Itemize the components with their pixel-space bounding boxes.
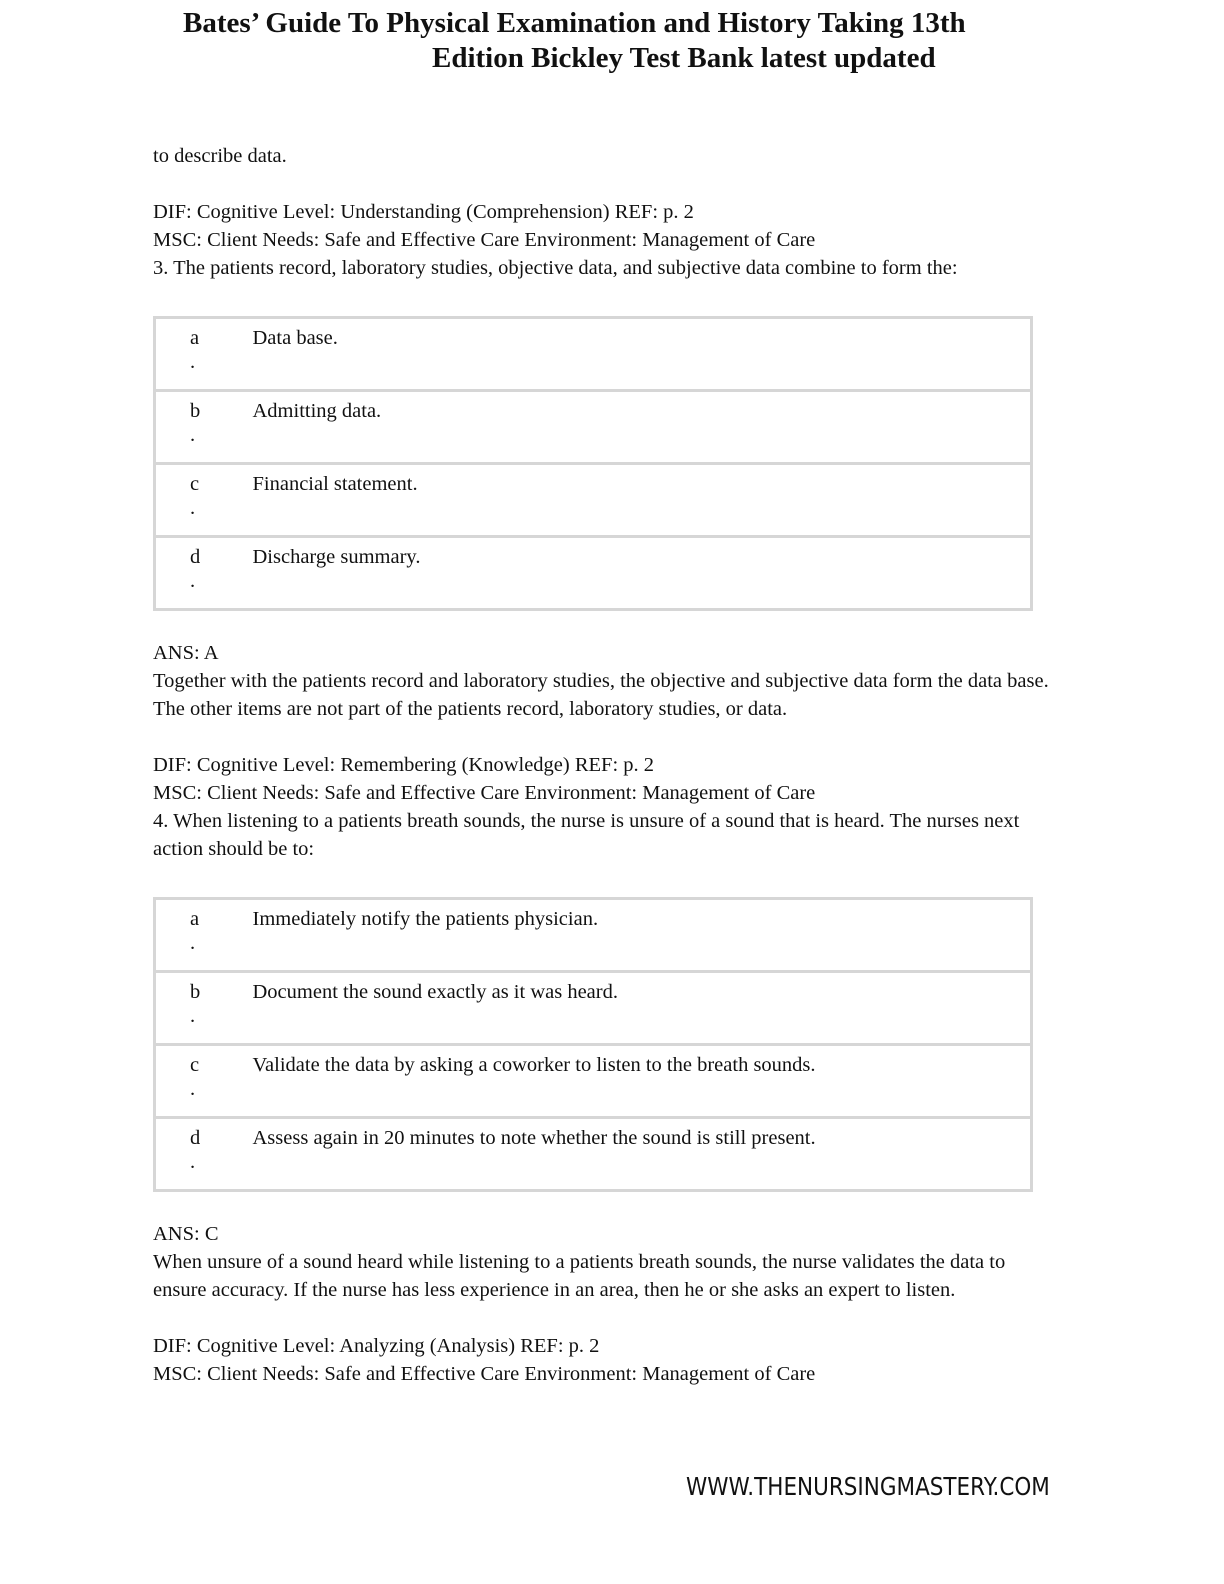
q2-msc: MSC: Client Needs: Safe and Effective Care Environment: Management of Care <box>153 229 816 251</box>
option-dot: . <box>190 932 196 954</box>
option-dot: . <box>190 1151 196 1173</box>
option-letter: b <box>190 400 201 422</box>
option-text: Document the sound exactly as it was heard. <box>253 972 1032 1045</box>
option-letter: c <box>190 473 200 495</box>
q3-rationale: Together with the patients record and laboratory studies, the objective and subjective data form the data base. The other items are not part of the patients record, laboratory studies, or data. <box>153 670 1049 720</box>
option-row <box>155 464 1032 537</box>
option-dot: . <box>190 497 196 519</box>
q2-dif: DIF: Cognitive Level: Understanding (Comprehension) REF: p. 2 <box>153 201 694 223</box>
option-row <box>155 899 1032 972</box>
q3-answer: ANS: A <box>153 642 219 664</box>
option-letter: b <box>190 981 201 1003</box>
q3-msc: MSC: Client Needs: Safe and Effective Care Environment: Management of Care <box>153 782 816 804</box>
q3-question: 3. The patients record, laboratory studies, objective data, and subjective data combine to form the: <box>153 257 958 279</box>
option-dot: . <box>190 1005 196 1027</box>
option-letter: d <box>190 1127 201 1149</box>
option-row <box>155 391 1032 464</box>
option-row <box>155 972 1032 1045</box>
option-text: Immediately notify the patients physician. <box>252 908 599 930</box>
option-text: Assess again in 20 minutes to note whether the sound is still present. <box>253 1118 1032 1191</box>
title-line-2: Edition Bickley Test Bank latest updated <box>432 42 936 74</box>
q3-dif: DIF: Cognitive Level: Remembering (Knowledge) REF: p. 2 <box>153 754 655 776</box>
document-body <box>153 142 1063 1388</box>
option-letter: d <box>190 546 201 568</box>
continuation-text: to describe data. <box>153 145 287 167</box>
option-row <box>155 318 1032 391</box>
title-line-1: Bates’ Guide To Physical Examination and History Taking 13th <box>183 7 966 39</box>
q4-answer: ANS: C <box>153 1223 219 1245</box>
option-text: Admitting data. <box>253 391 1032 464</box>
option-row <box>155 1118 1032 1191</box>
footer-website: WWW.THENURSINGMASTERY.COM <box>686 1472 1050 1501</box>
option-letter: a <box>190 327 200 349</box>
option-row <box>155 537 1032 610</box>
option-letter: c <box>190 1054 200 1076</box>
option-text: Validate the data by asking a coworker to listen to the breath sounds. <box>253 1045 1032 1118</box>
q4-dif: DIF: Cognitive Level: Analyzing (Analysis) REF: p. 2 <box>153 1335 600 1357</box>
q4-question: 4. When listening to a patients breath sounds, the nurse is unsure of a sound that is heard. The nurses next action should be to: <box>153 810 1020 860</box>
option-text: Financial statement. <box>253 464 1032 537</box>
option-dot: . <box>190 351 196 373</box>
q4-rationale: When unsure of a sound heard while listening to a patients breath sounds, the nurse validates the data to ensure accuracy. If the nurse has less experience in an area, then he or she asks an expert to listen. <box>153 1251 1006 1301</box>
option-letter: a <box>190 908 200 930</box>
option-row <box>155 1045 1032 1118</box>
q4-options-table <box>153 897 1033 1192</box>
option-dot: . <box>190 1078 196 1100</box>
option-text: Data base. <box>252 327 338 349</box>
option-dot: . <box>190 424 196 446</box>
option-text: Discharge summary. <box>253 537 1032 610</box>
q3-options-table <box>153 316 1033 611</box>
option-dot: . <box>190 570 196 592</box>
q4-msc: MSC: Client Needs: Safe and Effective Care Environment: Management of Care <box>153 1363 816 1385</box>
